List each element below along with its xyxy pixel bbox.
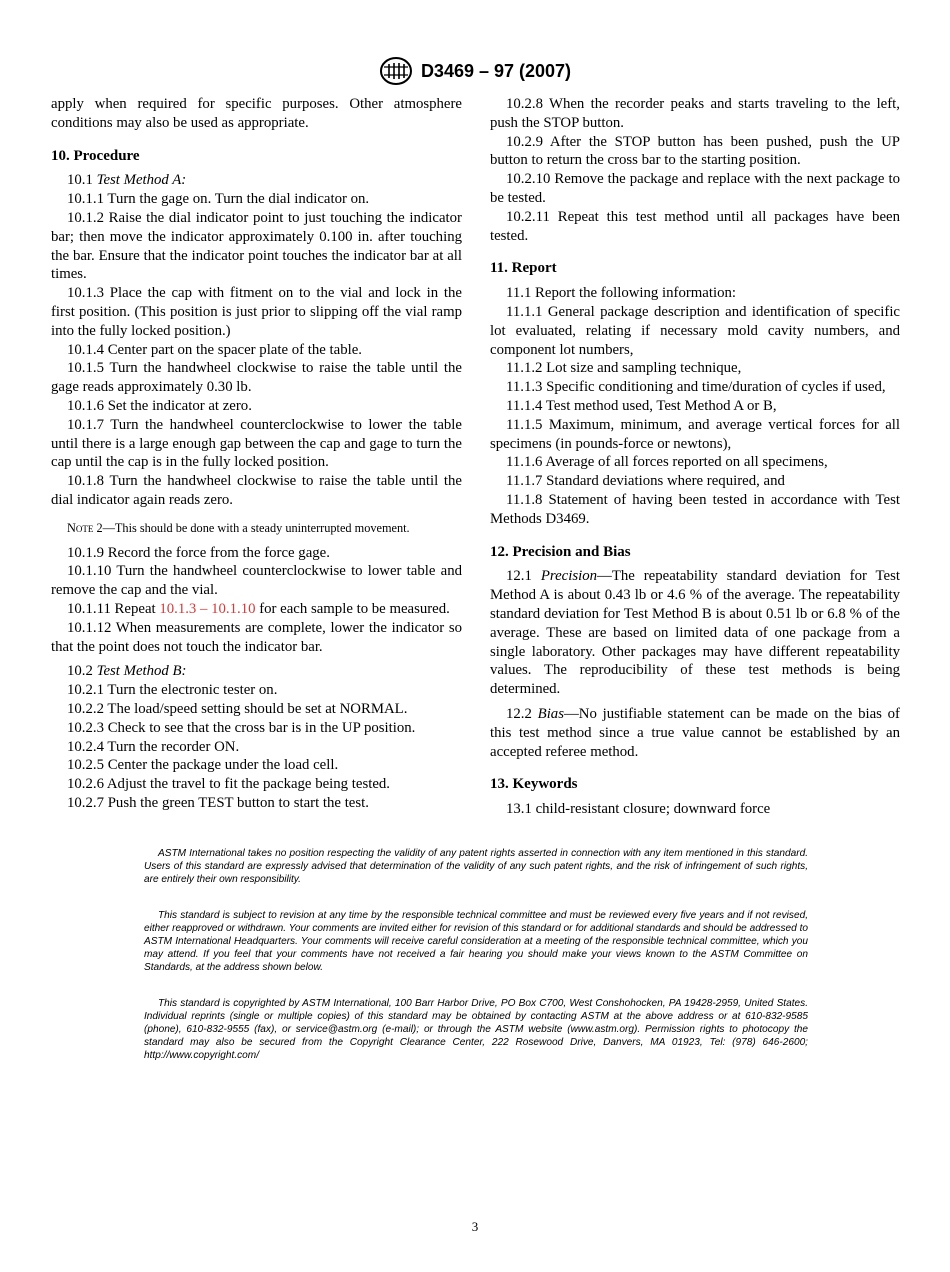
paragraph-10-1-10: 10.1.10 Turn the handwheel counterclockwise to lower table and remove the cap and the vial. [51, 563, 462, 599]
left-column [51, 95, 462, 813]
paragraph-11-1: 11.1 Report the following information: [506, 285, 737, 302]
paragraph-10-1: 10.1 Test Method A: [67, 172, 187, 189]
section-heading-keywords: 13. Keywords [490, 776, 578, 793]
paragraph-10-2-10: 10.2.10 Remove the package and replace with the next package to be tested. [490, 171, 900, 206]
paragraph-13-1: 13.1 child-resistant closure; downward force [506, 801, 771, 818]
right-column [490, 95, 900, 819]
paragraph-10-1-9: 10.1.9 Record the force from the force gage. [67, 544, 330, 561]
paragraph-11-1-6: 11.1.6 Average of all forces reported on all specimens, [506, 454, 828, 471]
paragraph-10-1-6: 10.1.6 Set the indicator at zero. [67, 397, 252, 414]
paragraph-11-1-8: 11.1.8 Statement of having been tested in accordance with Test Methods D3469. [490, 491, 900, 527]
paragraph-10-2-9: 10.2.9 After the STOP button has been pushed, push the UP button to return the cross bar to the starting position. [490, 133, 900, 169]
paragraph-10-2-8: 10.2.8 When the recorder peaks and starts traveling to the left, push the STOP button. [490, 96, 900, 131]
note-2: Note 2—This should be done with a steady uninterrupted movement. [67, 520, 410, 535]
paragraph-11-1-5: 11.1.5 Maximum, minimum, and average vertical forces for all specimens (in pounds-force or newtons), [490, 416, 900, 452]
paragraph-10-1-2: 10.1.2 Raise the dial indicator point to just touching the indicator bar; then move the indicator approximately 0.100 in. after touching the bar. Ensure that the indicator point touches the indicator bar at all times. [51, 209, 462, 283]
paragraph-10-1-1: 10.1.1 Turn the gage on. Turn the dial indicator on. [67, 191, 370, 208]
page-number: 3 [471, 1219, 479, 1234]
paragraph-11-1-7: 11.1.7 Standard deviations where required, and [506, 473, 785, 490]
paragraph-12-2: 12.2 Bias—No justifiable statement can be made on the bias of this test method since a true value cannot be established by an accepted referee method. [490, 705, 900, 760]
paragraph-10-1-12: 10.1.12 When measurements are complete, lower the indicator so that the point does not touch the indicator bar. [51, 619, 462, 655]
paragraph-10-2-7: 10.2.7 Push the green TEST button to start the test. [67, 794, 369, 811]
footer-copyright-notice: This standard is copyrighted by ASTM International, 100 Barr Harbor Drive, PO Box C700, West Conshohocken, PA 19428-2959, United States. Individual reprints (single or multiple copies) of this standard may be obtained by contacting ASTM at the above address or at 610-832-9585 (phone), 610-832-9555 (fax), or service@astm.org (e-mail); or through the ASTM website (www.astm.org). Permission rights to photocopy the standard may also be secured from the Copyright Clearance Center, 222 Rosewood Drive, Danvers, MA 01923, Tel: (978) 646-2600; http://www.copyright.com/ [144, 997, 808, 1062]
paragraph-10-1-11: 10.1.11 Repeat 10.1.3 – 10.1.10 for each sample to be measured. [67, 600, 450, 617]
section-heading-report: 11. Report [490, 260, 557, 277]
paragraph-11-1-2: 11.1.2 Lot size and sampling technique, [506, 360, 742, 377]
paragraph-10-2-3: 10.2.3 Check to see that the cross bar is in the UP position. [67, 719, 416, 736]
paragraph-11-1-1: 11.1.1 General package description and identification of specific lot evaluated, relating if necessary mold cavity numbers, and component lot numbers, [490, 303, 900, 358]
paragraph-10-1-5: 10.1.5 Turn the handwheel clockwise to raise the table until the gage reads approximately 0.30 lb. [51, 360, 462, 396]
footer-patent-notice: ASTM International takes no position respecting the validity of any patent rights asserted in connection with any item mentioned in this standard. Users of this standard are expressly advised that determination of the validity of any such patent rights, and the risk of infringement of such rights, are entirely their own responsibility. [144, 848, 808, 886]
paragraph-10-2-1: 10.2.1 Turn the electronic tester on. [67, 682, 278, 699]
paragraph-10-1-4: 10.1.4 Center part on the spacer plate of the table. [67, 341, 363, 358]
intro-paragraph: apply when required for specific purposes. Other atmosphere conditions may also be used as appropriate. [51, 96, 462, 131]
paragraph-10-1-7: 10.1.7 Turn the handwheel counterclockwise to lower the table until there is a large enough gap between the cap and gage to turn the cap until the cap is in the fully locked position. [51, 416, 462, 471]
cross-reference-link[interactable]: 10.1.3 – 10.1.10 [159, 600, 256, 617]
footer-revision-notice: This standard is subject to revision at any time by the responsible technical committee and must be reviewed every five years and if not revised, either reapproved or withdrawn. Your comments are invited either for revision of this standard or for additional standards and should be addressed to ASTM International Headquarters. Your comments will receive careful consideration at a meeting of the responsible technical committee, which you may attend. If you feel that your comments have not received a fair hearing you should make your views known to the ASTM Committee on Standards, at the address shown below. [144, 909, 808, 974]
paragraph-11-1-4: 11.1.4 Test method used, Test Method A or B, [506, 397, 777, 414]
paragraph-10-2: 10.2 Test Method B: [67, 663, 187, 680]
document-code: D3469 – 97 (2007) [420, 60, 572, 81]
footer-disclaimers [144, 847, 808, 1085]
paragraph-10-2-5: 10.2.5 Center the package under the load cell. [67, 757, 339, 774]
page-header [0, 56, 950, 86]
paragraph-10-2-6: 10.2.6 Adjust the travel to fit the package being tested. [67, 776, 390, 793]
paragraph-11-1-3: 11.1.3 Specific conditioning and time/duration of cycles if used, [506, 379, 886, 396]
paragraph-10-2-11: 10.2.11 Repeat this test method until all packages have been tested. [490, 208, 900, 244]
paragraph-10-1-8: 10.1.8 Turn the handwheel clockwise to raise the table until the dial indicator again reads zero. [51, 473, 462, 508]
astm-logo-icon [379, 56, 413, 86]
section-heading-precision-bias: 12. Precision and Bias [490, 543, 631, 560]
paragraph-12-1: 12.1 Precision—The repeatability standard deviation for Test Method A is about 0.43 lb or 4.6 % of the average. The repeatability standard deviation for Test Method B is about 0.51 lb or 6.8 % of the average. These are based on limited data of one package from a single laboratory. Other packages may have different repeatability values. The reproducibility of these test methods is being determined. [490, 568, 900, 698]
section-heading-procedure: 10. Procedure [51, 147, 140, 164]
paragraph-10-2-2: 10.2.2 The load/speed setting should be set at NORMAL. [67, 700, 408, 717]
paragraph-10-2-4: 10.2.4 Turn the recorder ON. [67, 738, 240, 755]
paragraph-10-1-3: 10.1.3 Place the cap with fitment on to the vial and lock in the first position. (This position is just prior to slipping off the vial ramp into the fully locked position.) [51, 285, 462, 339]
